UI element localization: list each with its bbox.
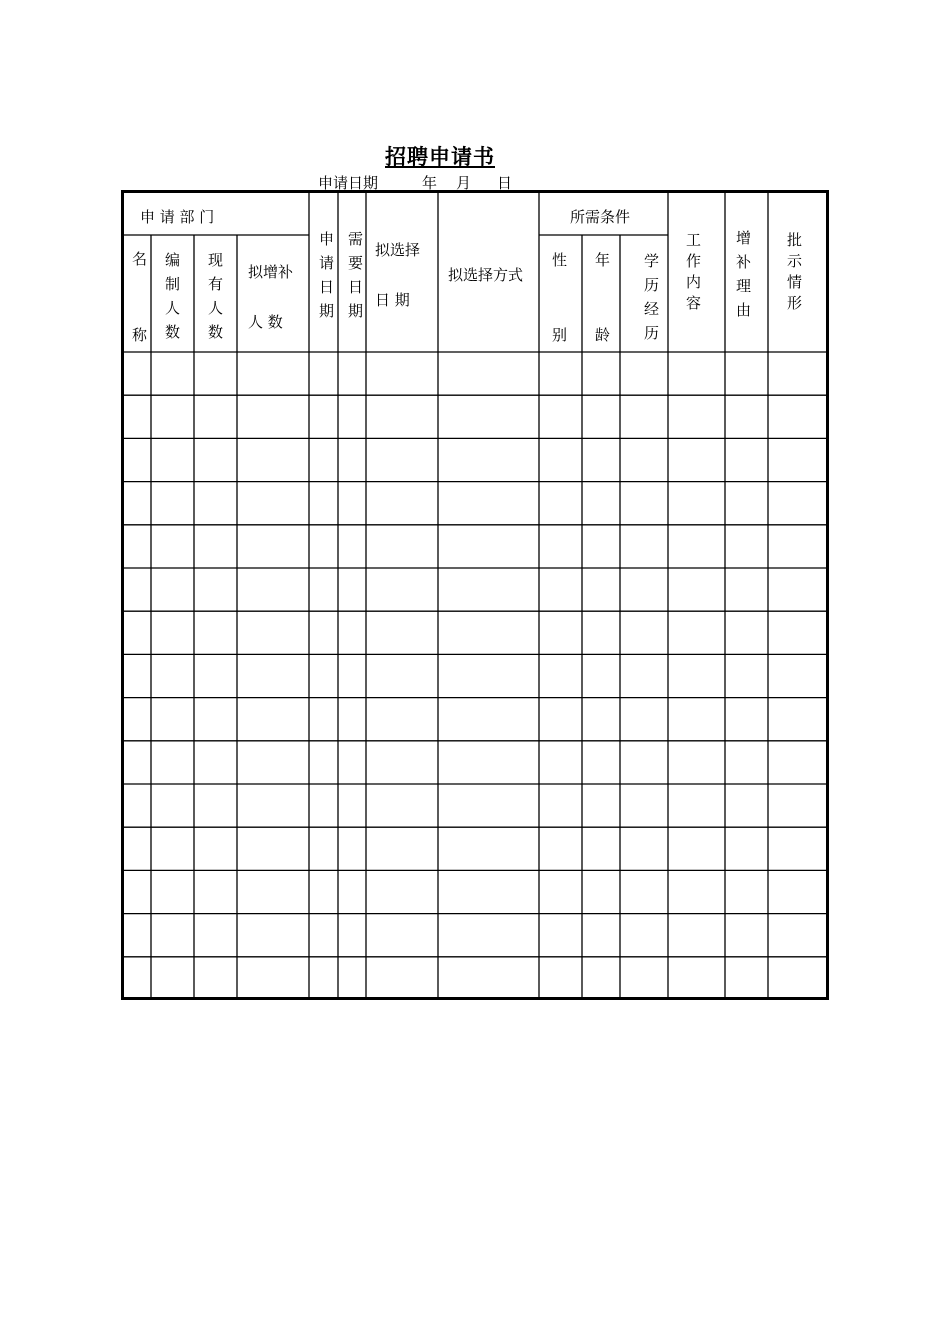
header-apply-date: 申请日期	[317, 231, 335, 327]
form-title: 招聘申请书	[385, 144, 495, 169]
header-add-top: 拟增补	[248, 263, 294, 281]
header-education: 学历经历	[642, 253, 660, 349]
table-border	[123, 192, 828, 999]
header-requirements: 所需条件	[570, 208, 631, 226]
recruitment-table	[121, 190, 829, 1000]
header-approval: 批示情形	[785, 232, 803, 316]
header-dept: 申 请 部 门	[140, 208, 215, 226]
day-label: 日	[497, 174, 513, 192]
header-work-content: 工作内容	[684, 232, 702, 316]
header-name-bottom: 称	[132, 326, 148, 344]
header-reason: 增补理由	[734, 230, 752, 326]
header-age-bottom: 龄	[595, 326, 611, 344]
month-label: 月	[456, 174, 472, 192]
header-select-date-top: 拟选择	[375, 241, 421, 259]
header-gender-bottom: 别	[552, 326, 568, 344]
header-gender-top: 性	[552, 251, 568, 269]
header-need-date: 需要日期	[346, 231, 364, 327]
year-label: 年	[422, 174, 438, 192]
header-select-method: 拟选择方式	[448, 266, 524, 284]
header-add-bottom: 人 数	[248, 313, 283, 331]
header-current: 现有人数	[206, 252, 224, 348]
header-quota: 编制人数	[163, 252, 181, 348]
header-age-top: 年	[595, 251, 611, 269]
header-name-top: 名	[132, 250, 148, 268]
table-grid-lines	[121, 190, 829, 1000]
application-date-label: 申请日期	[318, 174, 379, 192]
header-select-date-bottom: 日 期	[375, 291, 410, 309]
